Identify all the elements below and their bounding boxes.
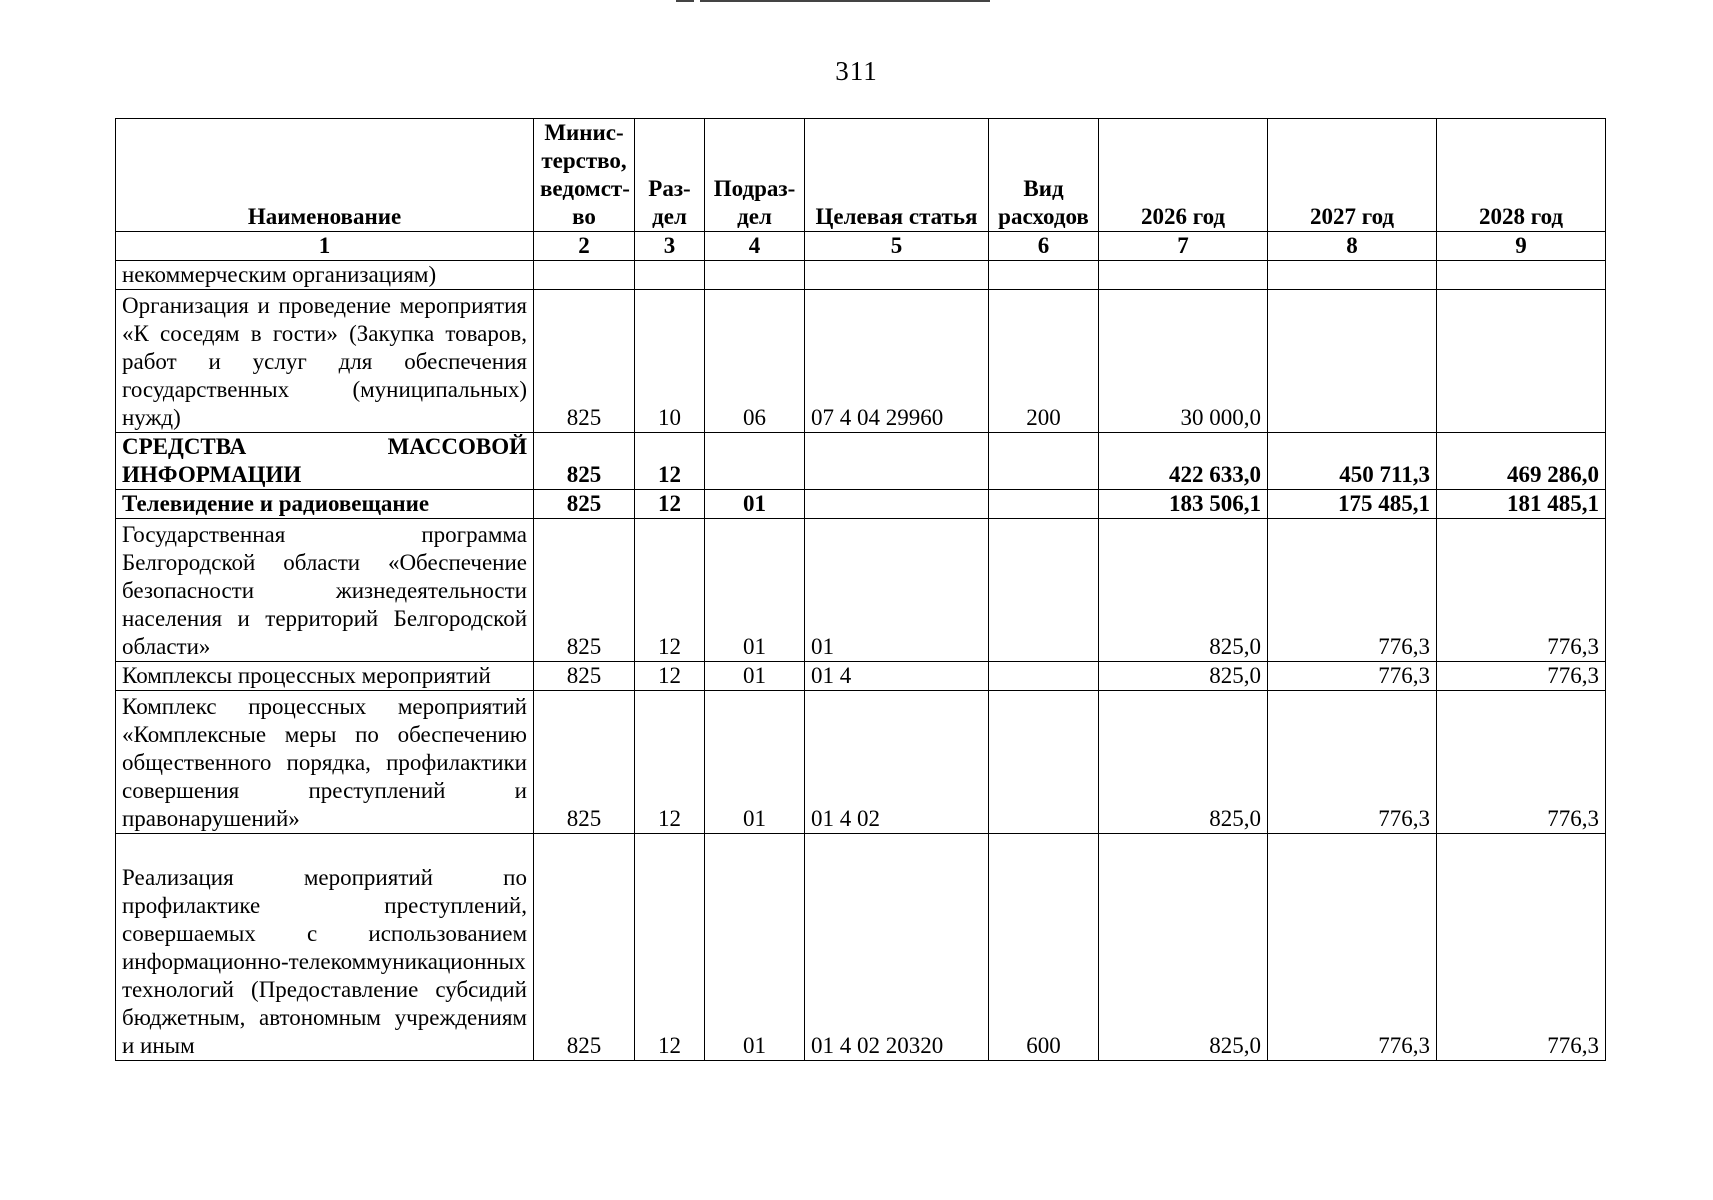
cell-section: 12 — [635, 662, 705, 691]
cell-name: некоммерческим организациям) — [116, 261, 534, 290]
cell-ministry: 825 — [534, 290, 635, 433]
column-number: 3 — [635, 232, 705, 261]
cell-subsection: 01 — [705, 519, 805, 662]
cell-2027: 776,3 — [1268, 519, 1437, 662]
cell-expense-type — [989, 490, 1099, 519]
cell-name: Реализация мероприятий по профилактике преступлений, совершаемых с использованием информационно-телекоммуникационных технологий (Предоставление субсидий бюджетным, автономным учреждениям и иным — [116, 834, 534, 1061]
cell-2028 — [1437, 290, 1606, 433]
cell-section — [635, 261, 705, 290]
column-header-expense-type: Вид расходов — [989, 119, 1099, 232]
cell-target: 01 — [805, 519, 989, 662]
column-number: 4 — [705, 232, 805, 261]
cell-2028: 776,3 — [1437, 519, 1606, 662]
column-header-subsection: Подраз-дел — [705, 119, 805, 232]
cell-2027: 776,3 — [1268, 834, 1437, 1061]
budget-table — [115, 118, 1606, 1061]
cell-expense-type: 200 — [989, 290, 1099, 433]
table-row — [116, 290, 1606, 433]
column-number: 9 — [1437, 232, 1606, 261]
cell-name: Организация и проведение мероприятия «К соседям в гости» (Закупка товаров, работ и услуг для обеспечения государственных (муниципальных) нужд) — [116, 290, 534, 433]
cell-ministry: 825 — [534, 519, 635, 662]
column-number: 7 — [1099, 232, 1268, 261]
table-row — [116, 261, 1606, 290]
cell-target — [805, 490, 989, 519]
column-header-2028: 2028 год — [1437, 119, 1606, 232]
column-header-name: Наименование — [116, 119, 534, 232]
cell-expense-type: 600 — [989, 834, 1099, 1061]
column-number: 1 — [116, 232, 534, 261]
cell-2026: 825,0 — [1099, 519, 1268, 662]
cell-2028 — [1437, 261, 1606, 290]
cell-target — [805, 261, 989, 290]
cell-ministry — [534, 261, 635, 290]
cell-section: 10 — [635, 290, 705, 433]
column-number-row — [116, 232, 1606, 261]
cell-2028: 776,3 — [1437, 834, 1606, 1061]
table-row — [116, 490, 1606, 519]
table-header-row — [116, 119, 1606, 232]
table-row — [116, 433, 1606, 490]
cell-2026: 825,0 — [1099, 834, 1268, 1061]
cell-ministry: 825 — [534, 433, 635, 490]
cell-2026 — [1099, 261, 1268, 290]
cell-name: СРЕДСТВА МАССОВОЙ ИНФОРМАЦИИ — [116, 433, 534, 490]
column-number: 8 — [1268, 232, 1437, 261]
cell-ministry: 825 — [534, 834, 635, 1061]
cell-section: 12 — [635, 691, 705, 834]
column-header-ministry: Минис-терство, ведомст-во — [534, 119, 635, 232]
table-body — [116, 261, 1606, 1061]
cell-section: 12 — [635, 519, 705, 662]
cell-subsection: 01 — [705, 834, 805, 1061]
cell-2028: 469 286,0 — [1437, 433, 1606, 490]
column-header-2027: 2027 год — [1268, 119, 1437, 232]
cell-subsection — [705, 433, 805, 490]
cell-2027: 776,3 — [1268, 662, 1437, 691]
cell-2028: 776,3 — [1437, 691, 1606, 834]
cell-subsection — [705, 261, 805, 290]
table-row — [116, 691, 1606, 834]
cell-target: 07 4 04 29960 — [805, 290, 989, 433]
scan-top-rule — [700, 0, 990, 2]
cell-target — [805, 433, 989, 490]
cell-expense-type — [989, 662, 1099, 691]
page-number: 311 — [835, 56, 878, 86]
cell-section: 12 — [635, 490, 705, 519]
cell-2027: 450 711,3 — [1268, 433, 1437, 490]
cell-2027: 175 485,1 — [1268, 490, 1437, 519]
column-header-target: Целевая статья — [805, 119, 989, 232]
cell-subsection: 01 — [705, 691, 805, 834]
cell-expense-type — [989, 433, 1099, 490]
cell-expense-type — [989, 261, 1099, 290]
cell-subsection: 01 — [705, 490, 805, 519]
cell-target: 01 4 02 — [805, 691, 989, 834]
table-row — [116, 519, 1606, 662]
cell-2026: 30 000,0 — [1099, 290, 1268, 433]
cell-ministry: 825 — [534, 691, 635, 834]
cell-target: 01 4 02 20320 — [805, 834, 989, 1061]
cell-ministry: 825 — [534, 490, 635, 519]
cell-2026: 825,0 — [1099, 691, 1268, 834]
cell-2026: 825,0 — [1099, 662, 1268, 691]
cell-subsection: 06 — [705, 290, 805, 433]
cell-2026: 422 633,0 — [1099, 433, 1268, 490]
cell-name: Комплексы процессных мероприятий — [116, 662, 534, 691]
table-row — [116, 662, 1606, 691]
column-header-section: Раз-дел — [635, 119, 705, 232]
cell-name: Государственная программа Белгородской области «Обеспечение безопасности жизнедеятельности населения и территорий Белгородской области» — [116, 519, 534, 662]
cell-2028: 776,3 — [1437, 662, 1606, 691]
cell-section: 12 — [635, 834, 705, 1061]
cell-2026: 183 506,1 — [1099, 490, 1268, 519]
cell-name: Комплекс процессных мероприятий «Комплексные меры по обеспечению общественного порядка, профилактики совершения преступлений и правонарушений» — [116, 691, 534, 834]
cell-2027 — [1268, 261, 1437, 290]
cell-expense-type — [989, 519, 1099, 662]
cell-name: Телевидение и радиовещание — [116, 490, 534, 519]
cell-subsection: 01 — [705, 662, 805, 691]
cell-expense-type — [989, 691, 1099, 834]
column-number: 2 — [534, 232, 635, 261]
cell-ministry: 825 — [534, 662, 635, 691]
table-row — [116, 834, 1606, 1061]
cell-2028: 181 485,1 — [1437, 490, 1606, 519]
column-number: 6 — [989, 232, 1099, 261]
column-header-2026: 2026 год — [1099, 119, 1268, 232]
scan-top-rule — [676, 0, 694, 2]
cell-2027 — [1268, 290, 1437, 433]
cell-2027: 776,3 — [1268, 691, 1437, 834]
column-number: 5 — [805, 232, 989, 261]
cell-section: 12 — [635, 433, 705, 490]
cell-target: 01 4 — [805, 662, 989, 691]
